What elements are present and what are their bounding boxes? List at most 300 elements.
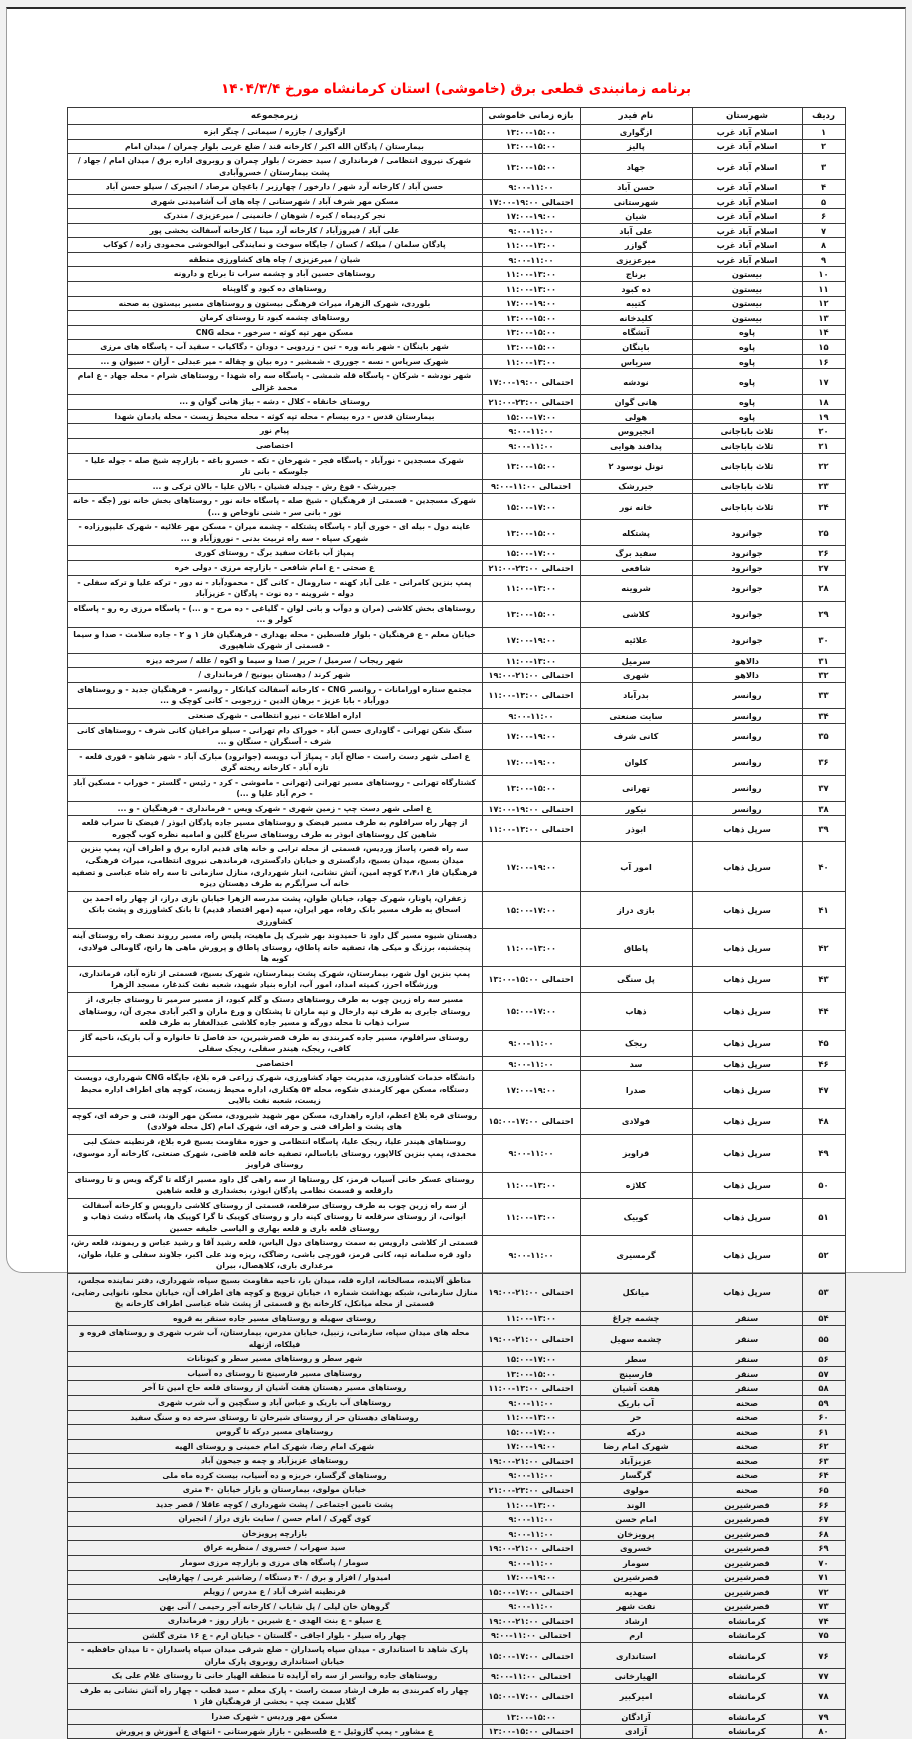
county-cell: قصرشیرین [692,1497,802,1512]
area-cell: خیابان معلم - ع فرهنگیان - بلوار فلسطین - محله بهداری - فرهنگیان فاز ۱ و ۲ - جاده سلامت - صدا و سیما - قسمتی از شهرک شاهپوری [67,627,482,653]
table-row [67,682,845,708]
row-number-cell: ۴۰ [802,842,845,891]
table-row [67,929,845,967]
table-row [67,194,845,209]
county-cell: کرمانشاه [692,1614,802,1629]
table-row [67,180,845,195]
table-row [67,354,845,369]
time-range: ۹:۰۰-۱۱:۰۰ [508,1058,554,1069]
time-range: ۱۳:۰۰-۱۵:۰۰ [488,974,539,985]
time-range: ۱۱:۰۰-۱۳:۰۰ [488,690,539,701]
time-cell [482,296,580,311]
time-cell [482,929,580,967]
table-row [67,340,845,355]
time-cell [482,1395,580,1410]
time-cell [482,601,580,627]
probable-label: احتمالی [541,670,574,681]
table-row [67,1497,845,1512]
feeder-cell: گرمسیری [580,1236,692,1274]
area-cell: قرنطینه اشرف آباد / ع مدرس / زویلم [67,1585,482,1600]
county-cell: سنقر [692,1381,802,1396]
feeder-cell: شافعی [580,560,692,575]
table-row [67,1585,845,1600]
table-row [67,154,845,180]
feeder-cell: سد [580,1056,692,1071]
feeder-cell: امور آب [580,842,692,891]
area-cell: کوی گهرک / امام حسن / سایت بازی دراز / انجیران [67,1512,482,1527]
time-range: ۱۱:۰۰-۱۳:۰۰ [506,1313,556,1324]
table-row [67,209,845,224]
area-cell: ع سیلو - ع بنت الهدی - ع شیرین - بازار روز - فرمانداری [67,1614,482,1629]
feeder-cell: شیان [580,209,692,224]
table-row [67,1570,845,1585]
row-number-cell: ۵۲ [802,1236,845,1274]
time-range: ۹:۰۰-۱۱:۰۰ [508,1514,554,1525]
column-header-1: شهرستان [692,108,802,125]
time-cell [482,1483,580,1498]
county-cell: پاوه [692,354,802,369]
county-cell: اسلام آباد غرب [692,154,802,180]
time-range: ۱۹:۰۰-۲۱:۰۰ [488,1543,539,1554]
feeder-cell: بازی دراز [580,891,692,929]
table-row [67,1274,845,1312]
county-cell: صحنه [692,1439,802,1454]
county-cell: بیستون [692,282,802,297]
feeder-cell: پالیز [580,139,692,154]
feeder-cell: پدافند هوایی [580,439,692,454]
feeder-cell: خانه نور [580,494,692,520]
time-range: ۱۹:۰۰-۲۱:۰۰ [488,1455,539,1466]
county-cell: قصرشیرین [692,1526,802,1541]
probable-label: احتمالی [538,1630,571,1641]
area-cell: از سه راه زرین چوب به طرف روستای سرقلعه، قسمتی از روستای کلاشی دارویس و کارخانه آسفالت ابوانی، از روستای سرقلعه تا روستای کپنه دار و روستای کوییک تا گرا کوییک ها، پاسگاه دشت ذهاب و روستای قلعه باری و قلعه بهاری و الیاسی خلیفه حسین [67,1198,482,1236]
table-row [67,1135,845,1173]
feeder-cell: جیررشک [580,479,692,494]
area-cell: روستاهای مسیر دهستان هفت آشیان از روستای قلعه حاج امین تا آخر [67,1381,482,1396]
probable-label: احتمالی [541,1691,574,1702]
time-cell [482,708,580,723]
time-range: ۹:۰۰-۱۱:۰۰ [508,1397,554,1408]
area-cell: گروهان خان لیلی / پل شاباب / کارخانه آجر رحیمی / آنی بهن [67,1599,482,1614]
time-range: ۱۱:۰۰-۱۳:۰۰ [506,269,556,280]
area-cell: شهرک مسجدین - قسمتی از فرهنگیان - شیخ صله - پاسگاه خانه نور - روستاهای بخش خانه نور (جگه - خانه نور - بانی سر - شنی ناوخاص و ...) [67,494,482,520]
time-cell [482,1352,580,1367]
row-number-cell: ۵۸ [802,1381,845,1396]
feeder-cell: آب باریک [580,1395,692,1410]
row-number-cell: ۴۸ [802,1108,845,1134]
county-cell: صحنه [692,1410,802,1425]
feeder-cell: ابوذر [580,816,692,842]
feeder-cell: شهرک امام رضا [580,1439,692,1454]
probable-label: احتمالی [538,1671,571,1682]
row-number-cell: ۴۴ [802,993,845,1031]
probable-label: احتمالی [541,1287,574,1298]
time-cell [482,1071,580,1109]
table-row [67,1541,845,1556]
feeder-cell: سریاس [580,354,692,369]
time-cell [482,252,580,267]
table-row [67,311,845,326]
row-number-cell: ۳۸ [802,801,845,816]
row-number-cell: ۶۵ [802,1483,845,1498]
table-row [67,1198,845,1236]
probable-label: احتمالی [541,690,574,701]
time-cell [482,653,580,668]
county-cell: سرپل ذهاب [692,1236,802,1274]
feeder-cell: سفید برگ [580,546,692,561]
time-cell [482,238,580,253]
row-number-cell: ۲۳ [802,479,845,494]
county-cell: سنقر [692,1352,802,1367]
feeder-cell: پرویزخان [580,1526,692,1541]
county-cell: روانسر [692,708,802,723]
time-cell [482,1724,580,1739]
county-cell: کرمانشاه [692,1669,802,1684]
feeder-cell: برناج [580,267,692,282]
row-number-cell: ۲۷ [802,560,845,575]
feeder-cell: فولادی [580,1108,692,1134]
county-cell: سرپل ذهاب [692,1198,802,1236]
time-range: ۱۳:۰۰-۱۵:۰۰ [506,609,556,620]
county-cell: قصرشیرین [692,1555,802,1570]
row-number-cell: ۷۰ [802,1555,845,1570]
row-number-cell: ۶۴ [802,1468,845,1483]
area-cell: چهار راه کمربندی به طرف ارشاد سمت راست - پارک معلم - سید قطب - چهار راه آتش نشانی به طرف گلایل سمت چپ - بخشی از فرهنگیان فاز ۱ [67,1683,482,1709]
row-number-cell: ۱ [802,125,845,140]
area-cell: چهار راه سیلر - بلوار اجاقی - گلستان - خیابان ارم - ع ۱۶ متری گلشن [67,1628,482,1643]
area-cell: روستای سرافلوم، مسیر جاده کمربندی به طرف قصرشیرین، حد فاصل تا خانواره و آب باریک، ناحیه گاز کافی، ریجک، هیندر سفلی، ریجک سفلی [67,1030,482,1056]
feeder-cell: آتشگاه [580,325,692,340]
probable-label: احتمالی [538,481,571,492]
area-cell: پشت تامین اجتماعی / پشت شهرداری / کوچه عاقلا / قصر جدید [67,1497,482,1512]
time-range: ۱۱:۰۰-۱۳:۰۰ [506,1412,556,1423]
page-title: برنامه زمانبندی قطعی برق (خاموشی) استان کرمانشاه مورخ ۱۴۰۴/۳/۴ [220,81,692,97]
time-range: ۱۳:۰۰-۱۵:۰۰ [506,327,556,338]
time-cell [482,816,580,842]
table-row [67,395,845,410]
area-cell: حسن آباد / کارخانه آرد شهر / دارخور / چهارزبر / باغچان مرصاد / انجیرک / سیلو حسن آباد [67,180,482,195]
table-row [67,1669,845,1684]
row-number-cell: ۴ [802,180,845,195]
time-cell [482,1326,580,1352]
row-number-cell: ۱۰ [802,267,845,282]
row-number-cell: ۵۳ [802,1274,845,1312]
county-cell: صحنه [692,1468,802,1483]
area-cell: روستاهای عزیزآباد و چمه و جیحون آباد [67,1454,482,1469]
county-cell: قصرشیرین [692,1541,802,1556]
county-cell: کرمانشاه [692,1683,802,1709]
table-row [67,816,845,842]
area-cell: مسکن مهر تپه کوثه - سرخور - محله CNG [67,325,482,340]
table-row [67,267,845,282]
feeder-cell: پل سنگی [580,966,692,992]
county-cell: جوانرود [692,546,802,561]
table-row [67,653,845,668]
county-cell: صحنه [692,1425,802,1440]
area-cell: پمپ بنزین کامرانی - علی آباد کهنه - سارومال - کانی گل - محمودآباد - نه دور - ترکه علیا و ترکه سفلی - دوله - شروینه - ده نوت - پادگان - عزیزآباد [67,575,482,601]
row-number-cell: ۶۳ [802,1454,845,1469]
time-cell [482,424,580,439]
feeder-cell: ازگواری [580,125,692,140]
feeder-cell: سایت صنعتی [580,708,692,723]
county-cell: صحنه [692,1454,802,1469]
feeder-cell: میرعزیزی [580,252,692,267]
area-cell: مسکن مهر وردیس - شهرک صدرا [67,1709,482,1724]
time-range: ۱۵:۰۰-۱۷:۰۰ [488,1650,539,1661]
row-number-cell: ۲۶ [802,546,845,561]
time-cell [482,749,580,775]
feeder-cell: جهاد [580,154,692,180]
county-cell: صحنه [692,1483,802,1498]
time-cell [482,560,580,575]
feeder-cell: گوازر [580,238,692,253]
feeder-cell: حر [580,1410,692,1425]
area-cell: روستای عسکر خانی آسیاب قرمز، کل روستاها از سه راهی گل داود مسیر ازگله تا گرگه ویس و تا روستای دارقلعه و قسمت نظامی پادگان ابوذر، بخشداری و قلعه شاهین [67,1172,482,1198]
table-row [67,1555,845,1570]
area-cell: روستای قره بلاغ اعظم، اداره راهداری، مسکن مهر شهید شیرودی، مسکن مهر الوند، فنی و حرفه ای، کوچه های پشت و اطراف فنی و حرفه ای، شهرک امام (کل محله فولادی) [67,1108,482,1134]
time-range: ۱۳:۰۰-۱۵:۰۰ [506,783,556,794]
county-cell: روانسر [692,749,802,775]
row-number-cell: ۷۴ [802,1614,845,1629]
time-range: ۱۷:۰۰-۱۹:۰۰ [506,731,556,742]
county-cell: ثلاث باباجانی [692,479,802,494]
row-number-cell: ۲۸ [802,575,845,601]
area-cell: شهر سطر و روستاهای مسیر سطر و کیونانات [67,1352,482,1367]
time-range: ۱۱:۰۰-۱۳:۰۰ [488,1383,539,1394]
row-number-cell: ۳۰ [802,627,845,653]
row-number-cell: ۶۱ [802,1425,845,1440]
time-cell [482,1643,580,1669]
table-row [67,1172,845,1198]
time-cell [482,1570,580,1585]
time-cell [482,1526,580,1541]
time-range: ۱۷:۰۰-۱۹:۰۰ [506,1084,556,1095]
county-cell: ثلاث باباجانی [692,424,802,439]
row-number-cell: ۵۱ [802,1198,845,1236]
area-cell: روستاهای جاده روانسر از سه راه آرایده تا منطقه الهیار خانی تا روستای غلام علی یک [67,1669,482,1684]
probable-label: احتمالی [541,1455,574,1466]
row-number-cell: ۷۶ [802,1643,845,1669]
time-cell [482,1311,580,1326]
row-number-cell: ۶۲ [802,1439,845,1454]
feeder-cell: آزادی [580,1724,692,1739]
probable-label: احتمالی [541,562,574,573]
county-cell: قصرشیرین [692,1570,802,1585]
row-number-cell: ۱۱ [802,282,845,297]
time-range: ۹:۰۰-۱۱:۰۰ [508,225,554,236]
feeder-cell: صدرا [580,1071,692,1109]
table-row [67,723,845,749]
table-row [67,1599,845,1614]
area-cell: قسمتی از کلاشی دارویس به سمت روستاهای دول الیاس، قلعه رشید آقا و رشید عباس و ریموند، قلعه رش، داود قره سلمانه تپه، کانی قرمز، قورچی باشی، رضاگک، ریزه وند علی اکبر، جلاوند سفلی و علیا، طوان، مرغداری باری، کلاهصال، بیران [67,1236,482,1274]
time-range: ۱۷:۰۰-۱۹:۰۰ [506,211,556,222]
time-cell [482,1628,580,1643]
table-row [67,1512,845,1527]
time-cell [482,395,580,410]
probable-label: احتمالی [541,1333,574,1344]
time-cell [482,682,580,708]
feeder-cell: کانی شرف [580,723,692,749]
row-number-cell: ۲۱ [802,439,845,454]
county-cell: سرپل ذهاب [692,1071,802,1109]
county-cell: سرپل ذهاب [692,1056,802,1071]
area-cell: شهر کرند / دهستان بیونیج / فرمانداری / [67,668,482,683]
time-cell [482,180,580,195]
row-number-cell: ۲ [802,139,845,154]
row-number-cell: ۶۶ [802,1497,845,1512]
area-cell: شهرک امام رضا، شهرک امام خمینی و روستای الهیه [67,1439,482,1454]
feeder-cell: عزیزآباد [580,1454,692,1469]
time-range: ۱۱:۰۰-۱۳:۰۰ [506,240,556,251]
area-cell: کشتارگاه تهرانی - روستاهای مسیر تهرانی (تهرانی - ماموشی - کرد - رئیس - گلستر - خوراب - مسکین آباد - خرم آباد علیا و ...) [67,775,482,801]
county-cell: بیستون [692,296,802,311]
time-cell [482,1439,580,1454]
row-number-cell: ۴۲ [802,929,845,967]
county-cell: سرپل ذهاب [692,993,802,1031]
table-row [67,1724,845,1739]
time-cell [482,354,580,369]
row-number-cell: ۴۶ [802,1056,845,1071]
time-cell [482,1585,580,1600]
time-cell [482,267,580,282]
time-cell [482,1274,580,1312]
table-row [67,842,845,891]
row-number-cell: ۷۲ [802,1585,845,1600]
probable-label: احتمالی [541,376,574,387]
table-row [67,575,845,601]
county-cell: اسلام آباد غرب [692,180,802,195]
feeder-cell: خسروی [580,1541,692,1556]
area-cell: دانشگاه خدمات کشاورزی، مدیریت جهاد کشاورزی، شهرک زراعی قره بلاغ، جایگاه CNG شهرداری، دویست دستگاه، مسکن مهر کارمندی شکوه، محله ۵۴ هکتاری، اداره محیط زیست، کوچه های اطراف اداره محیط زیست، شعبه نفت بالایی [67,1071,482,1109]
time-cell [482,1541,580,1556]
table-row [67,966,845,992]
row-number-cell: ۲۰ [802,424,845,439]
table-row [67,1352,845,1367]
county-cell: کرمانشاه [692,1709,802,1724]
feeder-cell: ارم [580,1628,692,1643]
feeder-cell: شروینه [580,575,692,601]
table-row [67,424,845,439]
time-range: ۹:۰۰-۱۱:۰۰ [508,1148,554,1159]
area-cell: روستاهای آب باریک و عباس آباد و سنگچین و آب شرب شهری [67,1395,482,1410]
area-cell: شهرک مسجدین - نورآباد - پاسگاه فجر - شهرخان - تکه - خسرو باغه - بازارچه شیخ صله - جوله علیا - جلوسکه - بانی تار [67,453,482,479]
area-cell: شیان / میرعزیزی / چاه های کشاورزی منطقه [67,252,482,267]
area-cell: امیدوار / افزار و برق / ۴۰ دستگاه / رضاشیر غربی / چهارقاپی [67,1570,482,1585]
county-cell: جوانرود [692,627,802,653]
table-row [67,1395,845,1410]
area-cell: بیمارستان / پادگان الله اکبر / کارخانه قند / ضلع غربی بلوار چمران / میدان امام [67,139,482,154]
row-number-cell: ۶۷ [802,1512,845,1527]
row-number-cell: ۴۱ [802,891,845,929]
time-cell [482,668,580,683]
row-number-cell: ۴۷ [802,1071,845,1109]
table-row [67,1628,845,1643]
county-cell: ثلاث باباجانی [692,453,802,479]
time-range: ۱۳:۰۰-۱۵:۰۰ [506,461,556,472]
feeder-cell: فارسینج [580,1366,692,1381]
time-range: ۱۳:۰۰-۱۵:۰۰ [506,527,556,538]
time-range: ۱۹:۰۰-۲۱:۰۰ [488,670,539,681]
table-row [67,1709,845,1724]
feeder-cell: ده کبود [580,282,692,297]
feeder-cell: کوییک [580,1198,692,1236]
area-cell: پادگان سلمان / میلکه / کسان / جایگاه سوخت و نمایندگی ابوالخوشی محمودی زاده / کوکاب [67,238,482,253]
row-number-cell: ۵۴ [802,1311,845,1326]
area-cell: سومار / پاسگاه های مرزی و بازارچه مرزی سومار [67,1555,482,1570]
county-cell: اسلام آباد غرب [692,209,802,224]
row-number-cell: ۱۲ [802,296,845,311]
row-number-cell: ۶۸ [802,1526,845,1541]
area-cell: شهرک نیروی انتظامی / فرمانداری / سید حضرت / بلوار چمران و روبروی اداره برق / میدان امام / جهاد / پشت بیمارستان / خسروآبادی [67,154,482,180]
time-range: ۹:۰۰-۱۱:۰۰ [508,426,554,437]
row-number-cell: ۲۵ [802,520,845,546]
feeder-cell: الهیارخانی [580,1669,692,1684]
table-row [67,282,845,297]
county-cell: پاوه [692,409,802,424]
feeder-cell: قصرشیرین [580,1570,692,1585]
area-cell: روستاهای دهستان حر از روستای شیرخان تا روستای سرخه ده و سنگ سفید [67,1410,482,1425]
time-range: ۱۱:۰۰-۱۳:۰۰ [506,942,556,953]
time-cell [482,325,580,340]
table-row [67,1410,845,1425]
time-range: ۹:۰۰-۱۱:۰۰ [491,1671,536,1682]
time-cell [482,723,580,749]
table-row [67,1108,845,1134]
time-cell [482,494,580,520]
area-cell: روستاهای مسیر فارسینج تا روستای ده آسیاب [67,1366,482,1381]
row-number-cell: ۵۹ [802,1395,845,1410]
row-number-cell: ۶۰ [802,1410,845,1425]
county-cell: سرپل ذهاب [692,1108,802,1134]
table-row [67,1614,845,1629]
time-range: ۱۷:۰۰-۱۹:۰۰ [506,1572,556,1583]
time-cell [482,1135,580,1173]
area-cell: ع اصلی شهر دست راست - صالح آباد - پمپاژ آب دویسه (جوانرود) مبارک آباد - شهر شاهو - قوری قلعه - تازه آباد - کارخانه ریخته گری [67,749,482,775]
table-row [67,520,845,546]
table-row [67,1071,845,1109]
time-range: ۱۷:۰۰-۱۹:۰۰ [488,803,539,814]
feeder-cell: سومار [580,1555,692,1570]
time-range: ۲۱:۰۰-۲۳:۰۰ [488,562,539,573]
time-cell [482,546,580,561]
feeder-cell: نیکور [580,801,692,816]
time-range: ۱۵:۰۰-۱۷:۰۰ [506,411,556,422]
time-range: ۱۹:۰۰-۲۱:۰۰ [488,1287,539,1298]
table-row [67,627,845,653]
time-cell [482,1425,580,1440]
column-header-0: ردیف [802,108,845,125]
row-number-cell: ۲۴ [802,494,845,520]
time-range: ۱۱:۰۰-۱۳:۰۰ [506,1212,556,1223]
time-range: ۱۷:۰۰-۱۹:۰۰ [506,757,556,768]
time-range: ۱۳:۰۰-۱۵:۰۰ [506,312,556,323]
table-row [67,546,845,561]
feeder-cell: استانداری [580,1643,692,1669]
time-range: ۱۱:۰۰-۱۳:۰۰ [506,583,556,594]
row-number-cell: ۷۷ [802,1669,845,1684]
time-range: ۱۷:۰۰-۱۹:۰۰ [506,635,556,646]
feeder-cell: قراویز [580,1135,692,1173]
feeder-cell: تونل نوسود ۲ [580,453,692,479]
row-number-cell: ۴۹ [802,1135,845,1173]
table-row [67,1643,845,1669]
probable-label: احتمالی [541,397,574,408]
county-cell: جوانرود [692,520,802,546]
time-cell [482,1468,580,1483]
table-row [67,1381,845,1396]
county-cell: اسلام آباد غرب [692,223,802,238]
table-row [67,801,845,816]
